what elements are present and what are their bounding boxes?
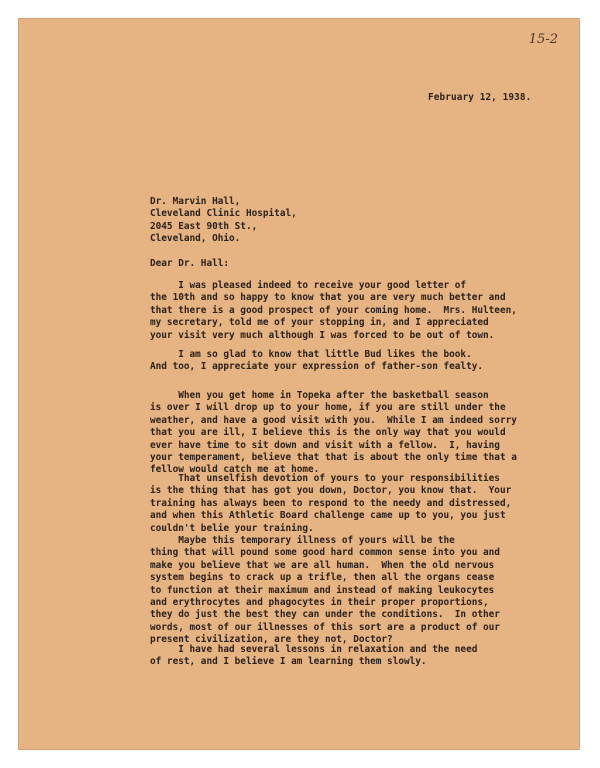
- paragraph-6: [150, 644, 550, 669]
- text-line: and when this Athletic Board challenge came up to you, you just: [150, 510, 506, 522]
- text-line: That unselfish devotion of yours to your responsibilities: [150, 473, 500, 484]
- recipient-name: Dr. Marvin Hall,: [150, 196, 241, 207]
- recipient-street: 2045 East 90th St.,: [150, 220, 258, 232]
- text-line: that there is a good prospect of your coming home. Mrs. Hulteen,: [150, 304, 517, 316]
- text-line: and erythrocytes and phagocytes in their proper proportions,: [150, 597, 489, 609]
- paragraph-3: [150, 390, 550, 477]
- text-line: training has always been to respond to the needy and distressed,: [150, 497, 512, 509]
- text-line: system begins to crack up a trifle, then all the organs cease: [150, 572, 495, 584]
- handwritten-mark: 15-2: [528, 32, 558, 47]
- text-line: words, most of our illnesses of this sort are a product of our: [150, 621, 500, 633]
- letter-date: February 12, 1938.: [428, 92, 532, 103]
- paragraph-5: [150, 535, 550, 647]
- paragraph-2: [150, 349, 550, 374]
- recipient-address: [150, 196, 297, 246]
- text-line: thing that will pound some good hard common sense into you and: [150, 547, 500, 559]
- salutation: Dear Dr. Hall:: [150, 258, 230, 269]
- paragraph-1: [150, 280, 550, 342]
- text-line: I am so glad to know that little Bud likes the book.: [150, 349, 472, 360]
- text-line: is over I will drop up to your home, if you are still under the: [150, 402, 506, 414]
- text-line: the 10th and so happy to know that you are very much better and: [150, 292, 506, 304]
- text-line: Maybe this temporary illness of yours will be the: [150, 535, 455, 546]
- text-line: they do just the best they can under the conditions. In other: [150, 609, 500, 621]
- text-line: fellow would catch me at home.: [150, 464, 320, 476]
- text-line: that you are ill, I believe this is the only way that you would: [150, 427, 506, 439]
- text-line: of rest, and I believe I am learning them slowly.: [150, 656, 427, 668]
- text-line: my secretary, told me of your stopping in, and I appreciated: [150, 317, 489, 329]
- text-line: make you believe that we are all human. When the old nervous: [150, 559, 495, 571]
- text-line: your visit very much although I was forced to be out of town.: [150, 329, 495, 341]
- recipient-institution: Cleveland Clinic Hospital,: [150, 208, 297, 220]
- text-line: your temperament, believe that that is about the only time that a: [150, 452, 517, 464]
- text-line: is the thing that has got you down, Doctor, you know that. Your: [150, 485, 512, 497]
- text-line: ever have time to sit down and visit with a fellow. I, having: [150, 439, 500, 451]
- letter-page: [18, 18, 580, 750]
- recipient-city: Cleveland, Ohio.: [150, 233, 241, 245]
- text-line: And too, I appreciate your expression of father-son fealty.: [150, 361, 484, 373]
- text-line: to function at their maximum and instead of making leukocytes: [150, 584, 495, 596]
- text-line: When you get home in Topeka after the basketball season: [150, 390, 489, 401]
- text-line: I have had several lessons in relaxation and the need: [150, 644, 478, 655]
- paragraph-4: [150, 473, 550, 535]
- text-line: present civilization, are they not, Doctor?: [150, 634, 393, 646]
- text-line: I was pleased indeed to receive your good letter of: [150, 280, 467, 291]
- text-line: weather, and have a good visit with you. While I am indeed sorry: [150, 414, 517, 426]
- text-line: couldn't belie your training.: [150, 522, 314, 534]
